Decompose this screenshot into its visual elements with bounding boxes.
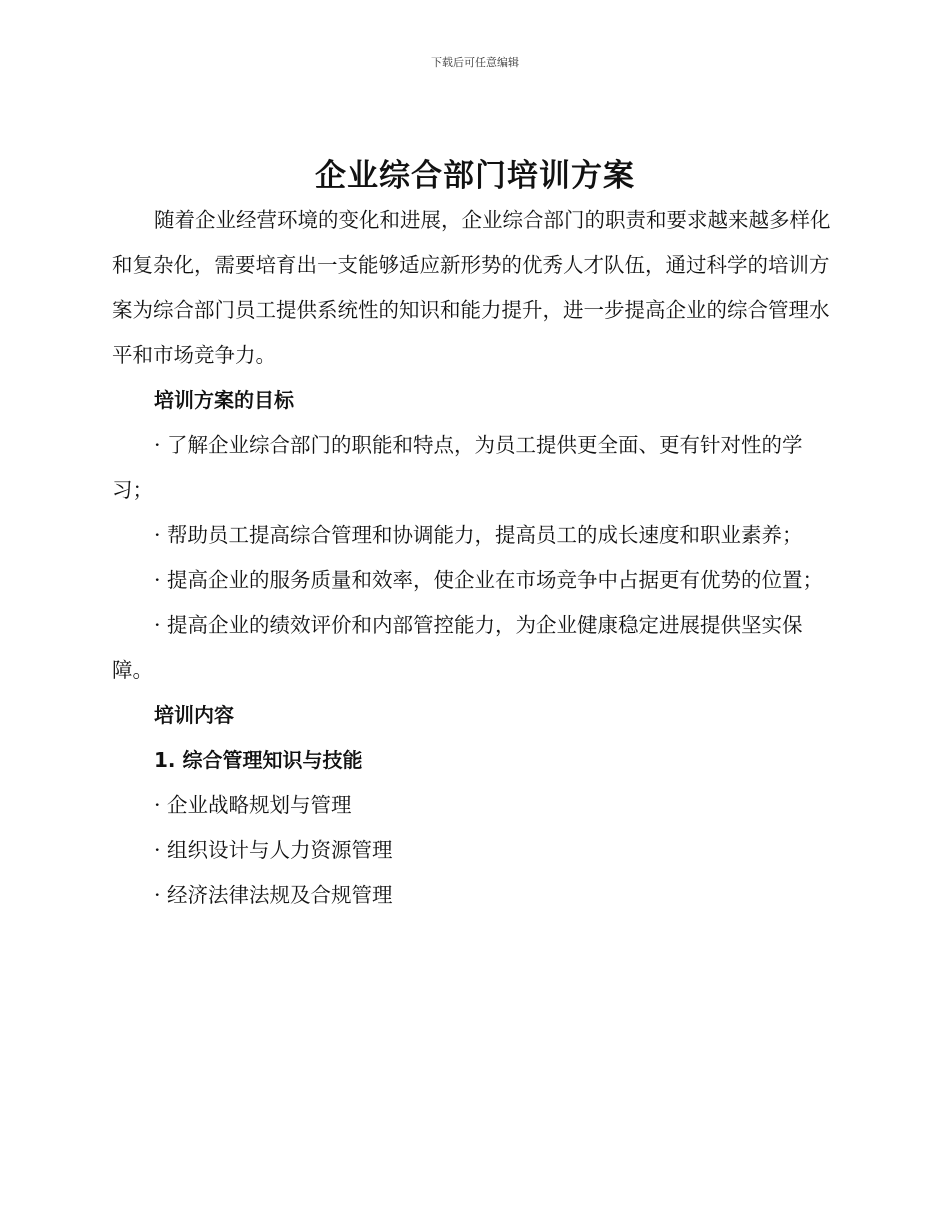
section1-item-1: · 企业战略规划与管理 [154,793,352,817]
document-body [112,198,832,918]
goal-item-1: · 了解企业综合部门的职能和特点，为员工提供更全面、更有针对性的学习； [112,433,803,502]
content-heading: 培训内容 [154,703,234,727]
intro-paragraph: 随着企业经营环境的变化和进展，企业综合部门的职责和要求越来越多样化和复杂化，需要培育出一支能够适应新形势的优秀人才队伍，通过科学的培训方案为综合部门员工提供系统性的知识和能力提升，进一步提高企业的综合管理水平和市场竞争力。 [112,208,831,367]
goal-item-4: · 提高企业的绩效评价和内部管控能力，为企业健康稳定进展提供坚实保障。 [112,613,803,682]
goal-item-2: · 帮助员工提高综合管理和协调能力，提高员工的成长速度和职业素养； [154,523,803,547]
section1-heading: 1. 综合管理知识与技能 [154,748,363,772]
goal-item-3: · 提高企业的服务质量和效率，使企业在市场竞争中占据更有优势的位置； [154,568,824,592]
section1-item-3: · 经济法律法规及合规管理 [154,883,393,907]
goals-heading: 培训方案的目标 [154,388,294,412]
page-header-note: 下载后可任意编辑 [431,56,519,69]
section1-item-2: · 组织设计与人力资源管理 [154,838,393,862]
document-title: 企业综合部门培训方案 [315,158,635,194]
